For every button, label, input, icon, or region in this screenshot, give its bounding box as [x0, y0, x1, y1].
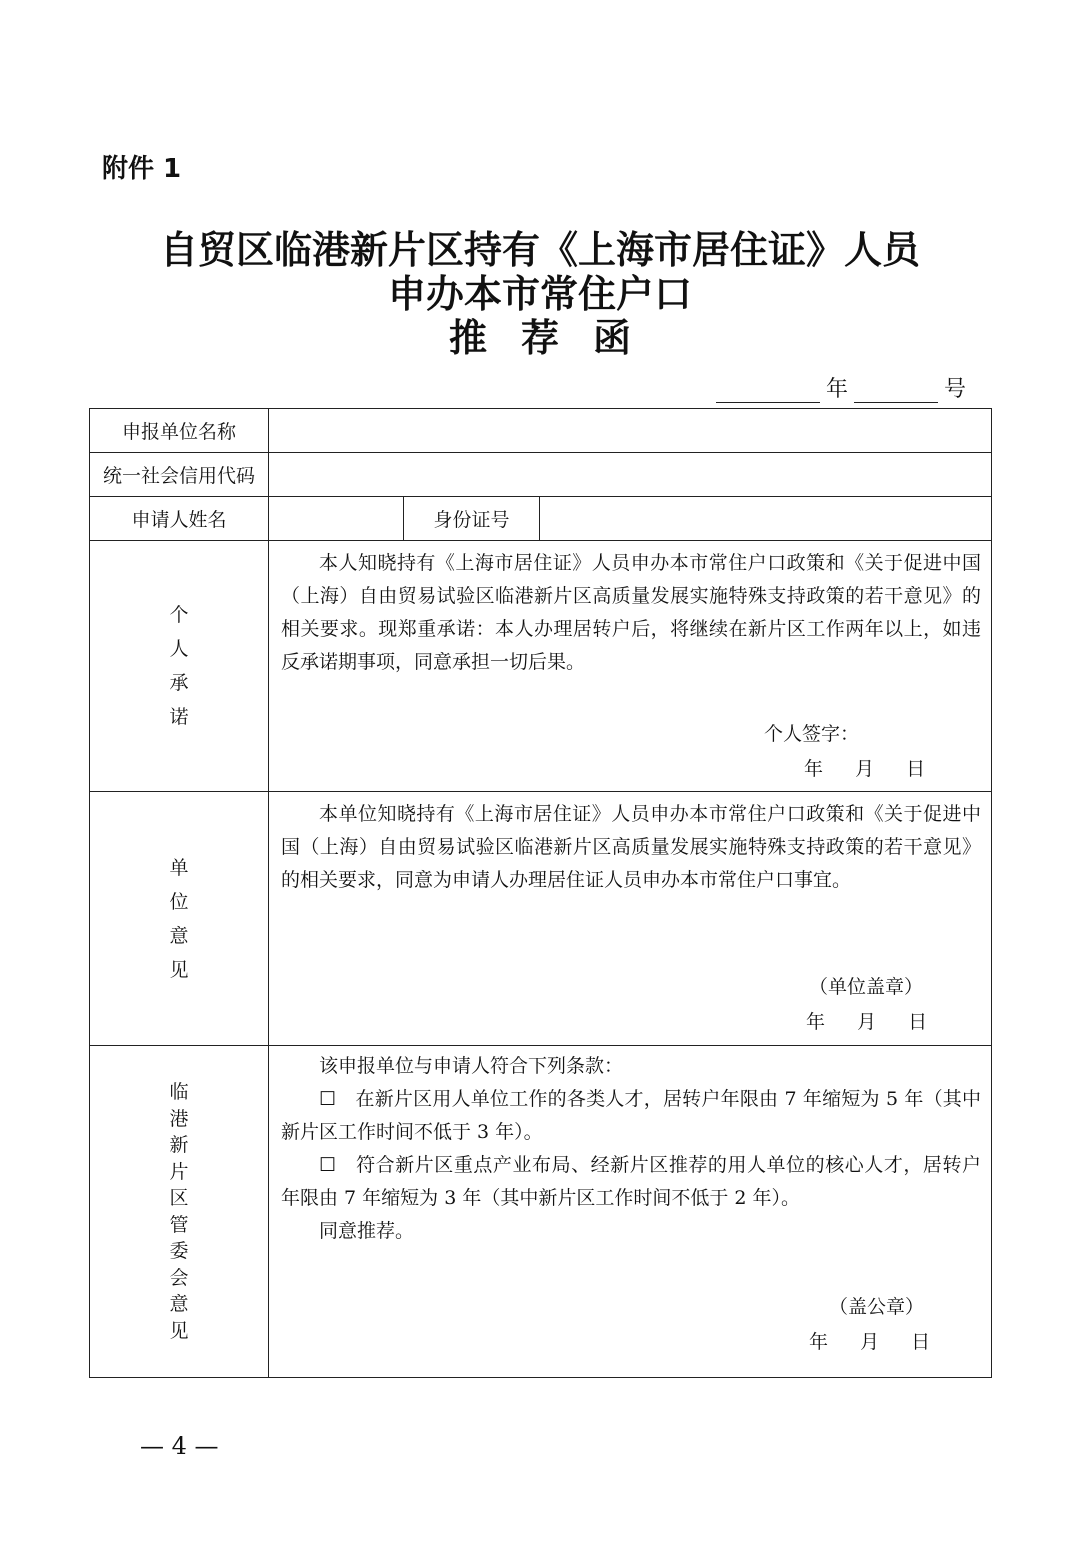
- committee-option-2[interactable]: ☐ 符合新片区重点产业布局、经新片区推荐的用人单位的核心人才，居转户年限由 7 年缩短为 3 年（其中新片区工作时间不低于 2 年）。: [281, 1154, 982, 1209]
- unit-opinion-text: 本单位知晓持有《上海市居住证》人员申办本市常住户口政策和《关于促进中国（上海）自由贸易试验区临港新片区高质量发展实施特殊支持政策的若干意见》的相关要求，同意为申请人办理居住证人员申办本市常住户口事宜。: [281, 803, 982, 891]
- label-char: 会: [169, 1266, 189, 1289]
- label-char: 新: [169, 1134, 189, 1156]
- committee-opinion-label: [90, 1046, 269, 1378]
- label-char: 见: [169, 1319, 189, 1342]
- date-year: 年: [806, 1011, 826, 1033]
- credit-code-field[interactable]: [269, 453, 992, 497]
- doc-number-blank[interactable]: [854, 378, 938, 403]
- attachment-label: 附件 1: [102, 154, 182, 184]
- label-char: 单: [169, 856, 189, 879]
- unit-date: [806, 1007, 927, 1034]
- date-day: 日: [911, 1331, 931, 1353]
- personal-signature-label: 个人签字：: [764, 723, 860, 745]
- label-char: 临: [169, 1081, 189, 1103]
- committee-agree: 同意推荐。: [319, 1220, 415, 1242]
- title-line-3: 推荐函: [448, 315, 665, 360]
- label-char: 意: [169, 924, 189, 947]
- personal-date: [804, 754, 925, 781]
- date-month: 月: [857, 1011, 877, 1033]
- label-char: 见: [169, 958, 189, 981]
- date-month: 月: [860, 1331, 880, 1353]
- credit-code-label: 统一社会信用代码: [90, 453, 269, 497]
- date-day: 日: [906, 758, 926, 780]
- date-year: 年: [804, 758, 824, 780]
- title-line-1: 自贸区临港新片区持有《上海市居住证》人员: [159, 227, 920, 272]
- document-number: [716, 372, 972, 403]
- label-char: 诺: [169, 706, 189, 728]
- date-year: 年: [809, 1331, 829, 1353]
- committee-opinion-cell[interactable]: [269, 1046, 992, 1378]
- label-char: 管: [169, 1213, 189, 1236]
- label-char: 承: [169, 672, 189, 694]
- committee-intro: 该申报单位与申请人符合下列条款：: [319, 1055, 624, 1077]
- doc-year-blank[interactable]: [716, 378, 820, 403]
- unit-name-label: 申报单位名称: [90, 409, 269, 453]
- unit-name-field[interactable]: [269, 409, 992, 453]
- committee-option-1[interactable]: ☐ 在新片区用人单位工作的各类人才，居转户年限由 7 年缩短为 5 年（其中新片区工作时间不低于 3 年）。: [281, 1088, 982, 1143]
- label-char: 区: [169, 1187, 189, 1209]
- label-char: 委: [169, 1240, 189, 1262]
- title-line-2: 申办本市常住户口: [387, 271, 692, 316]
- recommendation-form: [89, 408, 992, 1378]
- page-number: — 4 —: [140, 1432, 219, 1460]
- applicant-name-label: 申请人姓名: [90, 497, 269, 541]
- unit-opinion-cell[interactable]: [269, 792, 992, 1046]
- committee-date: [809, 1327, 930, 1354]
- date-day: 日: [908, 1011, 928, 1033]
- doc-number-label: 号: [944, 377, 967, 402]
- id-number-field[interactable]: [540, 497, 992, 541]
- date-month: 月: [855, 758, 875, 780]
- personal-pledge-label: [90, 541, 269, 792]
- unit-seal-label: （单位盖章）: [809, 976, 924, 998]
- label-char: 人: [169, 638, 189, 660]
- label-char: 位: [169, 890, 189, 913]
- personal-pledge-text: 本人知晓持有《上海市居住证》人员申办本市常住户口政策和《关于促进中国（上海）自由贸易试验区临港新片区高质量发展实施特殊支持政策的若干意见》的相关要求。现郑重承诺：本人办理居转户后，将继续在新片区工作两年以上，如违反承诺期事项，同意承担一切后果。: [281, 552, 982, 673]
- label-char: 意: [169, 1293, 189, 1315]
- committee-seal-label: （盖公章）: [829, 1296, 925, 1318]
- unit-opinion-label: [90, 792, 269, 1046]
- personal-pledge-cell[interactable]: [269, 541, 992, 792]
- applicant-name-field[interactable]: [269, 497, 404, 541]
- id-number-label: 身份证号: [404, 497, 540, 541]
- label-char: 港: [169, 1107, 189, 1130]
- doc-year-label: 年: [826, 377, 849, 402]
- label-char: 个: [169, 604, 189, 626]
- label-char: 片: [169, 1160, 189, 1183]
